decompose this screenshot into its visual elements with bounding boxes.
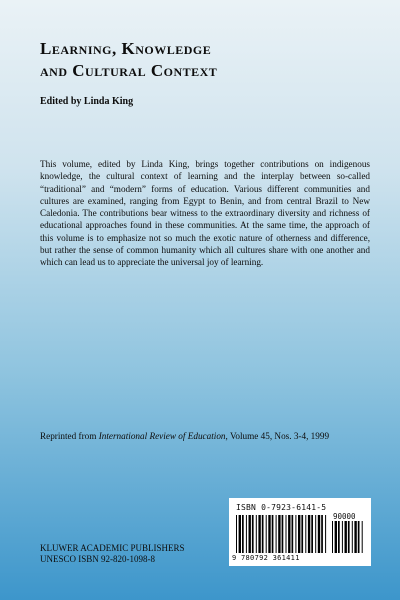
reprint-suffix: , Volume 45, Nos. 3-4, 1999 [225,431,330,441]
isbn-label: ISBN 0-7923-6141-5 [236,503,327,512]
reprint-journal: International Review of Education [98,431,226,441]
reprint-note [40,431,370,441]
barcode-bar [252,515,254,553]
barcode-bar [332,521,333,553]
barcode-bar [354,521,356,553]
barcode-bar [345,521,347,553]
barcode-bar [256,515,257,553]
barcode-bar [286,515,287,553]
barcode-bar [258,515,260,553]
title-line-2: and Cultural Context [40,61,218,80]
barcode-bar [249,515,251,553]
title-line-1: Learning, Knowledge [40,39,212,58]
barcode-bar [282,515,284,553]
barcode-bar [335,521,337,553]
barcode-bar [298,515,300,553]
addon-barcode-bars [332,521,366,553]
barcode-bar [325,515,326,553]
barcode-bar [301,515,303,553]
barcode-bar [321,515,323,553]
ean-barcode-bars [236,515,330,553]
barcode-bar [239,515,241,553]
barcode-bar [266,515,267,553]
barcode [229,498,371,566]
barcode-bar [358,521,360,553]
barcode-bar [348,521,350,553]
ean-digits: 9 780792 361411 [232,554,300,562]
publisher-name: KLUWER ACADEMIC PUBLISHERS [40,543,185,553]
barcode-bar [362,521,363,553]
blurb-paragraph: This volume, edited by Linda King, brings together contributions on indigenous knowledge, the cultural context of learning and the interplay between so-called “traditional” and “modern” forms of education. Various different communities and cultures are examined, ranging from Egypt to Benin, and from central Brazil to New Caledonia. The contributions bear witness to the extraordinary diversity and richness of educational approaches found in these communities. At the same time, the approach of this volume is to emphasize not so much the exotic nature of otherness and difference, but rather the sense of common humanity which all cultures share with one another and which can lead us to appreciate the universal joy of learning. [40,159,370,268]
barcode-bar [315,515,316,553]
barcode-bar [276,515,277,553]
addon-digits: 90000 [333,512,356,521]
barcode-bar [342,521,343,553]
barcode-bar [311,515,313,553]
reprint-prefix: Reprinted from [40,431,99,441]
barcode-bar [268,515,270,553]
barcode-bar [288,515,290,553]
barcode-bar [242,515,244,553]
barcode-bar [352,521,353,553]
barcode-bar [272,515,274,553]
book-title [40,38,217,82]
barcode-bar [262,515,264,553]
publisher-block [40,543,185,565]
barcode-bar [236,515,237,553]
barcode-bar [338,521,340,553]
barcode-bar [246,515,247,553]
unesco-isbn: UNESCO ISBN 92-820-1098-8 [40,554,156,564]
editor-credit: Edited by Linda King [40,96,134,107]
barcode-bar [292,515,294,553]
barcode-bar [278,515,280,553]
barcode-bar [295,515,296,553]
barcode-bar [318,515,320,553]
barcode-bar [305,515,306,553]
barcode-bar [308,515,310,553]
